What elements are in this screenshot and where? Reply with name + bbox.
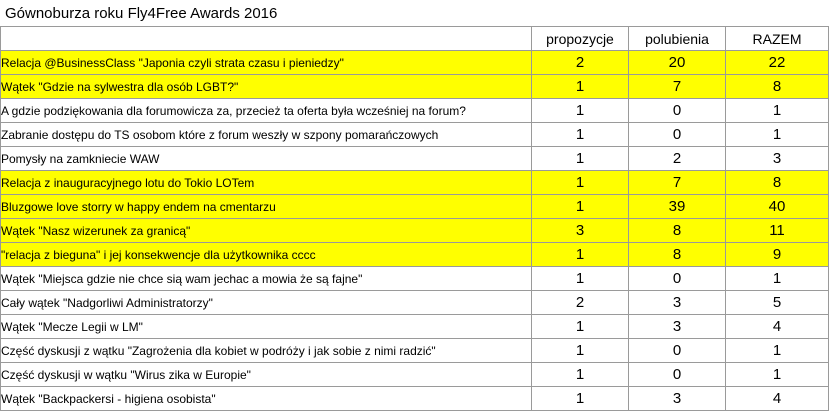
table-row — [1, 147, 829, 171]
table-row — [1, 387, 829, 411]
razem-cell[interactable]: 22 — [726, 51, 829, 75]
name-cell[interactable]: Część dyskusji z wątku "Zagrożenia dla kobiet w podróży i jak sobie z nimi radzić" — [1, 339, 532, 363]
razem-cell[interactable]: 1 — [726, 267, 829, 291]
table-body — [1, 51, 829, 411]
name-cell[interactable]: Wątek "Backpackersi - higiena osobista" — [1, 387, 532, 411]
propozycje-cell[interactable]: 1 — [532, 315, 629, 339]
razem-cell[interactable]: 4 — [726, 387, 829, 411]
propozycje-cell[interactable]: 1 — [532, 171, 629, 195]
header-cell-polubienia[interactable]: polubienia — [629, 27, 726, 51]
razem-cell[interactable]: 8 — [726, 171, 829, 195]
header-cell-razem[interactable]: RAZEM — [726, 27, 829, 51]
razem-cell[interactable]: 1 — [726, 363, 829, 387]
polubienia-cell[interactable]: 8 — [629, 219, 726, 243]
table-row — [1, 219, 829, 243]
name-cell[interactable]: A gdzie podziękowania dla forumowicza za, przecież ta oferta była wcześniej na forum? — [1, 99, 532, 123]
table-row — [1, 363, 829, 387]
polubienia-cell[interactable]: 39 — [629, 195, 726, 219]
table-row — [1, 123, 829, 147]
table-row — [1, 51, 829, 75]
polubienia-cell[interactable]: 0 — [629, 267, 726, 291]
header-cell-name[interactable] — [1, 27, 532, 51]
table-row — [1, 243, 829, 267]
name-cell[interactable]: Relacja z inauguracyjnego lotu do Tokio LOTem — [1, 171, 532, 195]
propozycje-cell[interactable]: 1 — [532, 195, 629, 219]
table-row — [1, 291, 829, 315]
name-cell[interactable]: Pomysły na zamkniecie WAW — [1, 147, 532, 171]
propozycje-cell[interactable]: 1 — [532, 243, 629, 267]
polubienia-cell[interactable]: 3 — [629, 291, 726, 315]
razem-cell[interactable]: 8 — [726, 75, 829, 99]
polubienia-cell[interactable]: 3 — [629, 315, 726, 339]
propozycje-cell[interactable]: 1 — [532, 387, 629, 411]
razem-cell[interactable]: 11 — [726, 219, 829, 243]
propozycje-cell[interactable]: 1 — [532, 267, 629, 291]
polubienia-cell[interactable]: 0 — [629, 99, 726, 123]
propozycje-cell[interactable]: 1 — [532, 339, 629, 363]
razem-cell[interactable]: 3 — [726, 147, 829, 171]
name-cell[interactable]: Wątek "Nasz wizerunek za granicą" — [1, 219, 532, 243]
name-cell[interactable]: Wątek "Miejsca gdzie nie chce sią wam jechac a mowia że są fajne" — [1, 267, 532, 291]
polubienia-cell[interactable]: 2 — [629, 147, 726, 171]
table-row — [1, 315, 829, 339]
propozycje-cell[interactable]: 2 — [532, 291, 629, 315]
razem-cell[interactable]: 5 — [726, 291, 829, 315]
polubienia-cell[interactable]: 8 — [629, 243, 726, 267]
propozycje-cell[interactable]: 1 — [532, 99, 629, 123]
polubienia-cell[interactable]: 7 — [629, 171, 726, 195]
name-cell[interactable]: Wątek "Mecze Legii w LM" — [1, 315, 532, 339]
razem-cell[interactable]: 1 — [726, 123, 829, 147]
results-table — [0, 26, 829, 411]
name-cell[interactable]: Wątek "Gdzie na sylwestra dla osób LGBT?" — [1, 75, 532, 99]
table-row — [1, 195, 829, 219]
table-row — [1, 75, 829, 99]
propozycje-cell[interactable]: 2 — [532, 51, 629, 75]
sheet-title[interactable]: Gównoburza roku Fly4Free Awards 2016 — [5, 5, 278, 22]
propozycje-cell[interactable]: 1 — [532, 147, 629, 171]
table-row — [1, 267, 829, 291]
razem-cell[interactable]: 1 — [726, 99, 829, 123]
polubienia-cell[interactable]: 3 — [629, 387, 726, 411]
header-cell-propozycje[interactable]: propozycje — [532, 27, 629, 51]
name-cell[interactable]: Bluzgowe love storry w happy endem na cmentarzu — [1, 195, 532, 219]
polubienia-cell[interactable]: 7 — [629, 75, 726, 99]
polubienia-cell[interactable]: 0 — [629, 363, 726, 387]
razem-cell[interactable]: 4 — [726, 315, 829, 339]
polubienia-cell[interactable]: 0 — [629, 339, 726, 363]
title-row — [0, 0, 829, 26]
table-row — [1, 339, 829, 363]
propozycje-cell[interactable]: 3 — [532, 219, 629, 243]
propozycje-cell[interactable]: 1 — [532, 123, 629, 147]
name-cell[interactable]: Zabranie dostępu do TS osobom które z forum weszły w szpony pomarańczowych — [1, 123, 532, 147]
razem-cell[interactable]: 40 — [726, 195, 829, 219]
name-cell[interactable]: Część dyskusji w wątku "Wirus zika w Europie" — [1, 363, 532, 387]
name-cell[interactable]: Cały wątek "Nadgorliwi Administratorzy" — [1, 291, 532, 315]
propozycje-cell[interactable]: 1 — [532, 75, 629, 99]
name-cell[interactable]: "relacja z bieguna" i jej konsekwencje dla użytkownika cccc — [1, 243, 532, 267]
propozycje-cell[interactable]: 1 — [532, 363, 629, 387]
header-row — [1, 27, 829, 51]
table-row — [1, 171, 829, 195]
name-cell[interactable]: Relacja @BusinessClass "Japonia czyli strata czasu i pieniedzy" — [1, 51, 532, 75]
table-row — [1, 99, 829, 123]
polubienia-cell[interactable]: 20 — [629, 51, 726, 75]
razem-cell[interactable]: 1 — [726, 339, 829, 363]
razem-cell[interactable]: 9 — [726, 243, 829, 267]
polubienia-cell[interactable]: 0 — [629, 123, 726, 147]
